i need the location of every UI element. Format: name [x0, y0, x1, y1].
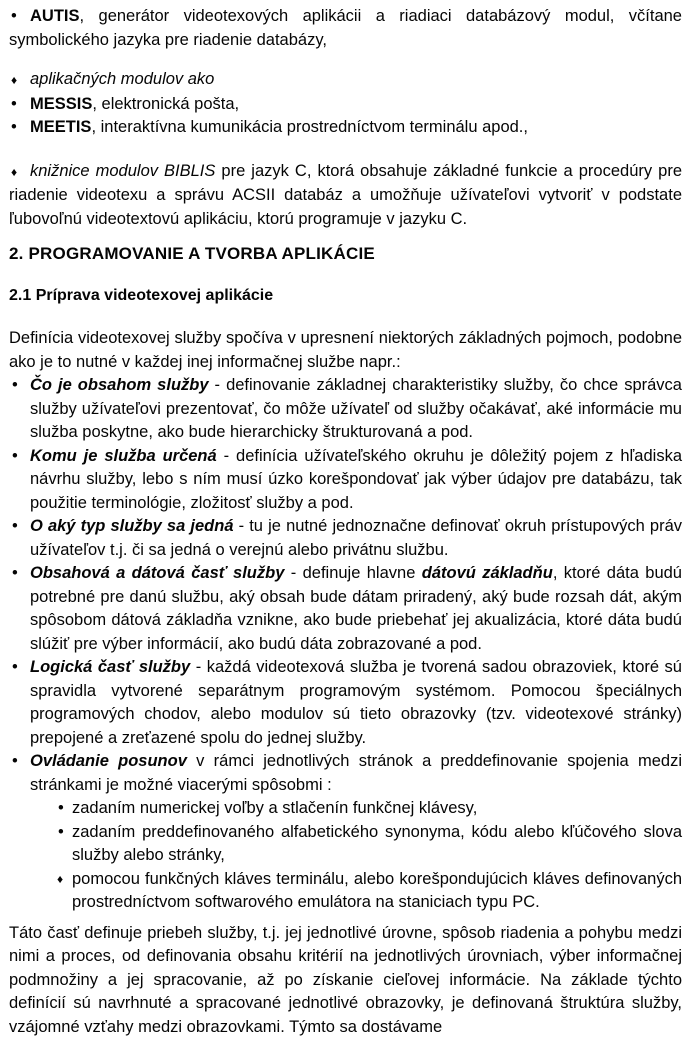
list-item-co-je-obsahom	[9, 374, 682, 445]
list-item-text: - tu je nutné jednoznačne definovať okruh prístupových práv užívateľov t.j. či sa jedná o verejnú alebo privátnu službu.	[30, 517, 682, 559]
list-item-text: - definícia užívateľského okruhu je dôležitý pojem z hľadiska návrhu služby, lebo s ním musí úzko korešpondovať jak výber údajov pre databázu, tak použitie terminológie, zložitosť služby a pod.	[30, 447, 682, 512]
bullet-icon: •	[58, 821, 64, 845]
diamond-bullet-icon: ♦	[57, 868, 63, 892]
list-item-text: - definovanie základnej charakteristiky služby, čo chce správca služby užívateľovi prezentovať, čo môže užívateľ od služby očakávať, aké informácie mu služba poskytne, ako bude hierarchicky štrukturovaná a pod.	[30, 376, 682, 441]
bullet-icon: •	[9, 5, 30, 29]
bullet-icon: •	[12, 656, 18, 680]
section-heading: 2. PROGRAMOVANIE A TVORBA APLIKÁCIE	[9, 242, 682, 266]
bullet-icon: •	[12, 750, 18, 774]
list-item-biblis	[9, 160, 682, 232]
list-item-komu-je-sluzba	[9, 445, 682, 516]
bullet-icon: •	[12, 374, 18, 398]
term-label: Ovládanie posunov	[30, 752, 187, 770]
bullet-icon: •	[12, 445, 18, 469]
bullet-icon: •	[9, 93, 30, 117]
term-label: Logická časť služby	[30, 658, 190, 676]
list-item-text: , ktoré dáta budú potrebné pre danú službu, aký obsah bude dátam priradený, aký bude rozsah dát, akým spôsobom dátová základňa vznikne, ako bude priebehať jej akualizácia, ktoré dáta budú slúžiť pre výber informácií, ako budú dáta zobrazované a pod.	[30, 564, 682, 653]
module-name-autis: AUTIS	[30, 7, 80, 25]
list-item-logicka-cast	[9, 656, 682, 750]
list-item-meetis	[9, 116, 682, 140]
list-item-text: zadaním preddefinovaného alfabetického synonyma, kódu alebo kľúčového slova služby alebo stránky,	[72, 823, 682, 865]
list-item-text: , generátor videotexových aplikácii a riadiaci databázový modul, včítane symbolického jazyka pre riadenie databázy,	[9, 7, 682, 49]
module-name-meetis: MEETIS	[30, 118, 91, 136]
term-label: Čo je obsahom služby	[30, 376, 209, 394]
bullet-icon: •	[58, 797, 64, 821]
term-label: Obsahová a dátová časť služby	[30, 564, 284, 582]
term-label: Komu je služba určená	[30, 447, 217, 465]
list-item-autis	[9, 5, 682, 52]
bullet-icon: •	[9, 116, 30, 140]
diamond-bullet-icon: ♦	[9, 161, 30, 185]
bullet-icon: •	[12, 515, 18, 539]
list-item-obsahova-datova	[9, 562, 682, 656]
paragraph-definition-intro: Definícia videotexovej služby spočíva v upresnení niektorých základných pojmoch, podobne ako je to nutné v každej inej informačnej službe napr.:	[9, 327, 682, 374]
module-name-messis: MESSIS	[30, 95, 92, 113]
list-item-text: v rámci jednotlivých stránok a preddefinovanie spojenia medzi stránkami je možné viacerými spôsobmi :	[30, 752, 682, 794]
list-item-text: pomocou funkčných kláves terminálu, alebo korešpondujúcich kláves definovaných prostredníctvom softwarového emulátora na staniciach typu PC.	[72, 870, 682, 912]
term-label: O aký typ služby sa jedná	[30, 517, 234, 535]
sub-list-item-funkcne-klavesy	[9, 868, 682, 915]
list-item-text: - definuje hlavne	[284, 564, 421, 582]
list-item-messis	[9, 93, 682, 117]
list-item-text: - každá videotexová služba je tvorená sadou obrazoviek, ktoré sú spravidla vytvorené separátnym programovým systémom. Pomocou špeciálnych programových chodov, alebo modulov sú tieto obrazovky (tzv. videotexové stránky) prepojené a zreťazené spolu do jednej služby.	[30, 658, 682, 747]
module-name-biblis: knižnice modulov BIBLIS	[30, 162, 215, 180]
list-item-aplikacne-moduly	[9, 68, 682, 93]
list-item-text: zadaním numerickej voľby a stlačenín funkčnej klávesy,	[72, 799, 477, 817]
list-item-ovladanie-posunov	[9, 750, 682, 797]
sub-list-item-alfabeticke-synonymum	[9, 821, 682, 868]
list-item-text: aplikačných modulov ako	[30, 70, 214, 88]
list-item-text: , elektronická pošta,	[92, 95, 239, 113]
term-emphasis: dátovú základňu	[422, 564, 553, 582]
paragraph-closing: Táto časť definuje priebeh služby, t.j. jej jednotlivé úrovne, spôsob riadenia a pohybu medzi nimi a proces, od definovania obsahu kritérií na jednotlivých úrovniach, výber informačnej podmnožiny a jej spracovanie, až po získanie cieľovej informácie. Na základe týchto definícií sú navrhnuté a spracované jednotlivé obrazovky, je definovaná štruktúra služby, vzájomné vzťahy medzi obrazovkami. Týmto sa dostávame	[9, 922, 682, 1039]
subsection-heading: 2.1 Príprava videotexovej aplikácie	[9, 284, 682, 308]
bullet-icon: •	[12, 562, 18, 586]
list-item-text: pre jazyk C, ktorá obsahuje základné funkcie a procedúry pre riadenie videotexu a správu ACSII databáz a umožňuje užívateľovi vytvoriť v podstate ľubovoľnú videotextovú aplikáciu, ktorú programuje v jazyku C.	[9, 162, 682, 228]
sub-list-item-numericka-volba	[9, 797, 682, 821]
diamond-bullet-icon: ♦	[9, 69, 30, 93]
list-item-o-aky-typ	[9, 515, 682, 562]
list-item-text: , interaktívna kumunikácia prostredníctvom terminálu apod.,	[91, 118, 528, 136]
